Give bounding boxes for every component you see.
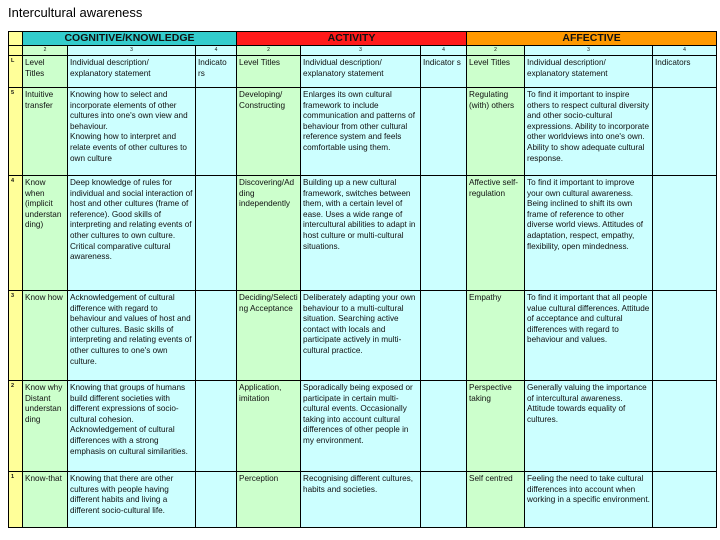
indicators-cell — [421, 381, 467, 472]
description-cell: Deep knowledge of rules for individual and social interaction of host and other cultures (frame of reference). Good skills of interpreting and relating events of other cultures to own culture. Critical comparative cultural awareness. — [68, 176, 196, 291]
table-row — [9, 472, 717, 528]
indicators-cell — [653, 381, 717, 472]
description-cell: Knowing that there are other cultures with people having different habits and living a different socio-cultural life. — [68, 472, 196, 528]
description-cell: Enlarges its own cultural framework to include communication and patterns of behaviour from other cultural reference system and feels comfortable using them. — [301, 88, 421, 176]
level-title-cell: Level Titles — [23, 56, 68, 88]
level-number: L — [9, 56, 23, 88]
description-cell: Generally valuing the importance of intercultural awareness. Attitude towards equality of cultures. — [525, 381, 653, 472]
description-cell: Deliberately adapting your own behaviour to a multi-cultural situation. Searching active contact with locals and participate actively in multi-cultural practice. — [301, 291, 421, 381]
level-title-cell: Self centred — [467, 472, 525, 528]
indicators-cell — [196, 291, 237, 381]
description-cell: Sporadically being exposed or participate in certain multi-cultural events. Occasionally taking into account cultural differences of other people in my environment. — [301, 381, 421, 472]
table-row — [9, 291, 717, 381]
table-row — [9, 88, 717, 176]
indicators-cell — [653, 291, 717, 381]
intercultural-awareness-table — [8, 31, 717, 528]
group-header-cognitive: COGNITIVE/KNOWLEDGE — [23, 32, 237, 46]
description-cell: Knowing how to select and incorporate elements of other cultures into one's own view and behaviour. Knowing how to interpret and relate events of other cultures to own culture — [68, 88, 196, 176]
description-cell: Individual description/ explanatory statement — [525, 56, 653, 88]
indicators-cell — [653, 472, 717, 528]
level-title-cell: Empathy — [467, 291, 525, 381]
level-number: 4 — [9, 176, 23, 291]
description-cell: To find it important to inspire others to respect cultural diversity and other socio-cultural expressions. Ability to incorporate other worldviews into one's own. Ability to show adequate cultural response. — [525, 88, 653, 176]
level-title-cell: Deciding/Selecting Acceptance — [237, 291, 301, 381]
level-number: 5 — [9, 88, 23, 176]
level-title-cell: Affective self-regulation — [467, 176, 525, 291]
group-header-affective: AFFECTIVE — [467, 32, 717, 46]
description-cell: To find it important that all people value cultural differences. Attitude of acceptance and cultural differences with regard to behaviour and values. — [525, 291, 653, 381]
level-number: 3 — [9, 291, 23, 381]
level-title-cell: Developing/ Constructing — [237, 88, 301, 176]
indicators-cell — [421, 472, 467, 528]
level-title-cell: Know when (implicit understanding) — [23, 176, 68, 291]
table-row — [9, 56, 717, 88]
level-title-cell: Know-that — [23, 472, 68, 528]
level-title-cell: Application, imitation — [237, 381, 301, 472]
indicators-cell — [196, 176, 237, 291]
level-title-cell: Know why Distant understanding — [23, 381, 68, 472]
description-cell: To find it important to improve your own cultural awareness. Being inclined to shift its own frame of reference to other diverse world views. Attitudes of adaptation, respect, empathy, flexibility, open mindedness. — [525, 176, 653, 291]
indicators-cell — [196, 381, 237, 472]
level-title-cell: Perception — [237, 472, 301, 528]
column-number: 4 — [421, 46, 467, 56]
indicators-cell: Indicator s — [421, 56, 467, 88]
column-number: 4 — [653, 46, 717, 56]
indicators-cell — [421, 176, 467, 291]
description-cell: Individual description/ explanatory statement — [68, 56, 196, 88]
column-number: 2 — [23, 46, 68, 56]
description-cell: Acknowledgement of cultural difference with regard to behaviour and values of host and other cultures. Basic skills of interpreting and relating events of other cultures to one's own culture. — [68, 291, 196, 381]
indicators-cell: Indicators — [653, 56, 717, 88]
column-number: 2 — [467, 46, 525, 56]
description-cell: Individual description/ explanatory statement — [301, 56, 421, 88]
corner-cell — [9, 46, 23, 56]
description-cell: Building up a new cultural framework, switches between them, with a certain level of ease. Uses a wide range of intercultural abilities to adapt in host culture or multi-cultural situations. — [301, 176, 421, 291]
table-row — [9, 381, 717, 472]
column-number: 3 — [301, 46, 421, 56]
table-row — [9, 176, 717, 291]
level-title-cell: Intuitive transfer — [23, 88, 68, 176]
column-number: 3 — [525, 46, 653, 56]
description-cell: Recognising different cultures, habits and societies. — [301, 472, 421, 528]
level-title-cell: Discovering/Adding independently — [237, 176, 301, 291]
indicators-cell — [653, 88, 717, 176]
level-title-cell: Level Titles — [237, 56, 301, 88]
level-number: 2 — [9, 381, 23, 472]
description-cell: Feeling the need to take cultural differences into account when working in a specific environment. — [525, 472, 653, 528]
indicators-cell — [196, 472, 237, 528]
indicators-cell — [421, 291, 467, 381]
column-number: 2 — [237, 46, 301, 56]
level-title-cell: Know how — [23, 291, 68, 381]
level-title-cell: Perspective taking — [467, 381, 525, 472]
indicators-cell — [421, 88, 467, 176]
corner-cell — [9, 32, 23, 46]
indicators-cell — [196, 88, 237, 176]
column-number: 3 — [68, 46, 196, 56]
level-title-cell: Level Titles — [467, 56, 525, 88]
group-header-activity: ACTIVITY — [237, 32, 467, 46]
description-cell: Knowing that groups of humans build different societies with different expressions of socio-cultural cohesion. Acknowledgement of cultural differences with a strong emphasis on cultural similarities. — [68, 381, 196, 472]
indicators-cell — [653, 176, 717, 291]
level-title-cell: Regulating (with) others — [467, 88, 525, 176]
level-number: 1 — [9, 472, 23, 528]
indicators-cell: Indicato rs — [196, 56, 237, 88]
column-number: 4 — [196, 46, 237, 56]
page-title: Intercultural awareness — [8, 5, 143, 20]
